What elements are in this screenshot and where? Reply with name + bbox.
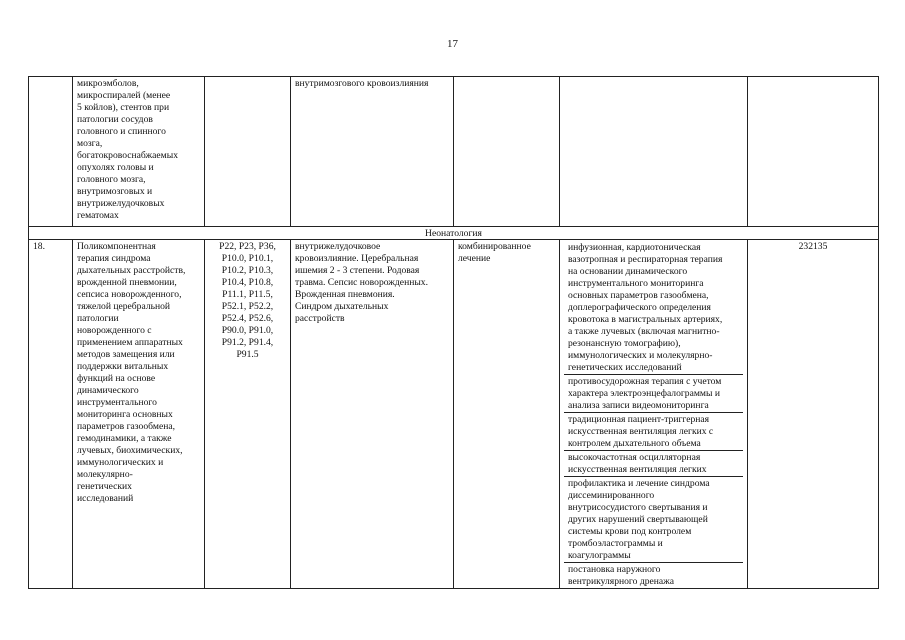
text-line: P91.2, P91.4, <box>221 337 274 348</box>
table-row-18 <box>29 240 879 589</box>
text-line: кровоизлияние. Церебральная <box>295 253 419 264</box>
medical-care-table <box>28 76 879 589</box>
method-line: инфузионная, кардиотоническая <box>568 242 701 253</box>
text-line: мониторинга основных <box>77 409 173 420</box>
method-line: диссеминированного <box>568 490 655 501</box>
text-line: терапия синдрома <box>77 253 151 264</box>
treatment-methods <box>560 240 748 589</box>
text-line: иммунологических и <box>77 457 164 468</box>
method-line: вентрикулярного дренажа <box>568 576 675 587</box>
text-line: гематомах <box>77 210 119 221</box>
text-line: лечение <box>458 253 491 264</box>
text-line: лучевых, биохимических, <box>77 445 183 456</box>
method-item <box>564 241 743 374</box>
method-line: кровотока в магистральных артериях, <box>568 314 723 325</box>
method-line: доплерографического определения <box>568 302 711 313</box>
text-line: P10.2, P10.3, <box>221 265 274 276</box>
method-line: тромбоэластограммы и <box>568 538 663 549</box>
text-line: комбинированное <box>458 241 531 252</box>
method-line: системы крови под контролем <box>568 526 692 537</box>
table-row-continued <box>29 77 879 227</box>
text-line: методов замещения или <box>77 349 175 360</box>
text-line: внутримозговых и <box>77 186 153 197</box>
method-item <box>564 476 743 562</box>
price-value: 232135 <box>748 240 879 589</box>
text-line: применением аппаратных <box>77 337 183 348</box>
text-line: головного мозга, <box>77 174 146 185</box>
page-number: 17 <box>447 38 458 50</box>
section-row <box>29 227 879 240</box>
cell-continued-codes <box>205 77 291 227</box>
text-line: внутримозгового кровоизлияния <box>295 78 429 89</box>
cell-number-empty <box>29 77 73 227</box>
text-line: патологии <box>77 313 119 324</box>
method-line: характера электроэнцефалограммы и <box>568 388 720 399</box>
method-line: традиционная пациент-триггерная <box>568 414 710 425</box>
text-line: врожденной пневмонии, <box>77 277 177 288</box>
text-line: P10.4, P10.8, <box>221 277 274 288</box>
text-line: микроэмболов, <box>77 78 139 89</box>
text-line: сепсиса новорожденного, <box>77 289 182 300</box>
text-line: функций на основе <box>77 373 156 384</box>
text-line: патологии сосудов <box>77 114 153 125</box>
text-line: исследований <box>77 493 134 504</box>
cell-continued-price <box>748 77 879 227</box>
text-line: инструментального <box>77 397 157 408</box>
text-line: Поликомпонентная <box>77 241 156 252</box>
method-line: иммунологических и молекулярно- <box>568 350 713 361</box>
method-line: противосудорожная терапия с учетом <box>568 376 722 387</box>
method-line: основных параметров газообмена, <box>568 290 709 301</box>
text-line: P91.5 <box>236 349 259 360</box>
method-item <box>564 374 743 412</box>
icd-codes <box>205 240 291 589</box>
method-line: внутрисосудистого свертывания и <box>568 502 708 513</box>
method-line: искусственная вентиляция легких <box>568 464 707 475</box>
method-item <box>564 412 743 450</box>
text-line: богатокровоснабжаемых <box>77 150 178 161</box>
method-item <box>564 450 743 476</box>
text-line: новорожденного с <box>77 325 152 336</box>
text-line: травма. Сепсис новорожденных. <box>295 277 428 288</box>
method-item <box>564 562 743 588</box>
method-line: инструментального мониторинга <box>568 278 704 289</box>
text-line: ишемия 2 - 3 степени. Родовая <box>295 265 420 276</box>
method-line: резонансную томографию), <box>568 338 681 349</box>
text-line: P10.0, P10.1, <box>221 253 274 264</box>
text-line: P22, P23, P36, <box>219 241 276 252</box>
patient-model <box>291 240 454 589</box>
method-line: искусственная вентиляция легких с <box>568 426 714 437</box>
text-line: P90.0, P91.0, <box>221 325 274 336</box>
text-line: P52.1, P52.2, <box>221 301 274 312</box>
method-line: вазотропная и респираторная терапия <box>568 254 723 265</box>
method-line: анализа записи видеомониторинга <box>568 400 709 411</box>
text-line: P11.1, P11.5, <box>222 289 273 300</box>
text-line: гемодинамики, а также <box>77 433 172 444</box>
text-line: мозга, <box>77 138 103 149</box>
text-line: дыхательных расстройств, <box>77 265 186 276</box>
text-line: внутрижелудочковое <box>295 241 381 252</box>
text-line: микроспиралей (менее <box>77 90 171 101</box>
text-line: 5 койлов), стентов при <box>77 102 170 113</box>
method-line: высокочастотная осцилляторная <box>568 452 701 463</box>
text-line: Синдром дыхательных <box>295 301 389 312</box>
section-title: Неонатология <box>29 227 879 240</box>
method-line: генетических исследований <box>568 362 682 373</box>
text-line: молекулярно- <box>77 469 133 480</box>
cell-continued-methods <box>560 77 748 227</box>
method-line: коагулограммы <box>568 550 631 561</box>
text-line: внутрижелудочковых <box>77 198 165 209</box>
method-line: профилактика и лечение синдрома <box>568 478 710 489</box>
method-line: на основании динамического <box>568 266 688 277</box>
method-line: а также лучевых (включая магнитно- <box>568 326 720 337</box>
text-line: головного и спинного <box>77 126 166 137</box>
method-line: постановка наружного <box>568 564 661 575</box>
treatment-type <box>454 240 560 589</box>
text-line: P52.4, P52.6, <box>221 313 274 324</box>
cell-continued-diagnosis <box>291 77 454 227</box>
method-line: других нарушений свертывающей <box>568 514 708 525</box>
text-line: опухолях головы и <box>77 162 154 173</box>
cell-continued-treatment <box>454 77 560 227</box>
care-type-name <box>73 240 205 589</box>
text-line: динамического <box>77 385 139 396</box>
method-line: контролем дыхательного объема <box>568 438 701 449</box>
text-line: генетических <box>77 481 132 492</box>
text-line: Врожденная пневмония. <box>295 289 395 300</box>
text-line: тяжелой церебральной <box>77 301 171 312</box>
text-line: параметров газообмена, <box>77 421 176 432</box>
cell-continued-name <box>73 77 205 227</box>
text-line: расстройств <box>295 313 345 324</box>
text-line: поддержки витальных <box>77 361 169 372</box>
row-number: 18. <box>29 240 73 589</box>
